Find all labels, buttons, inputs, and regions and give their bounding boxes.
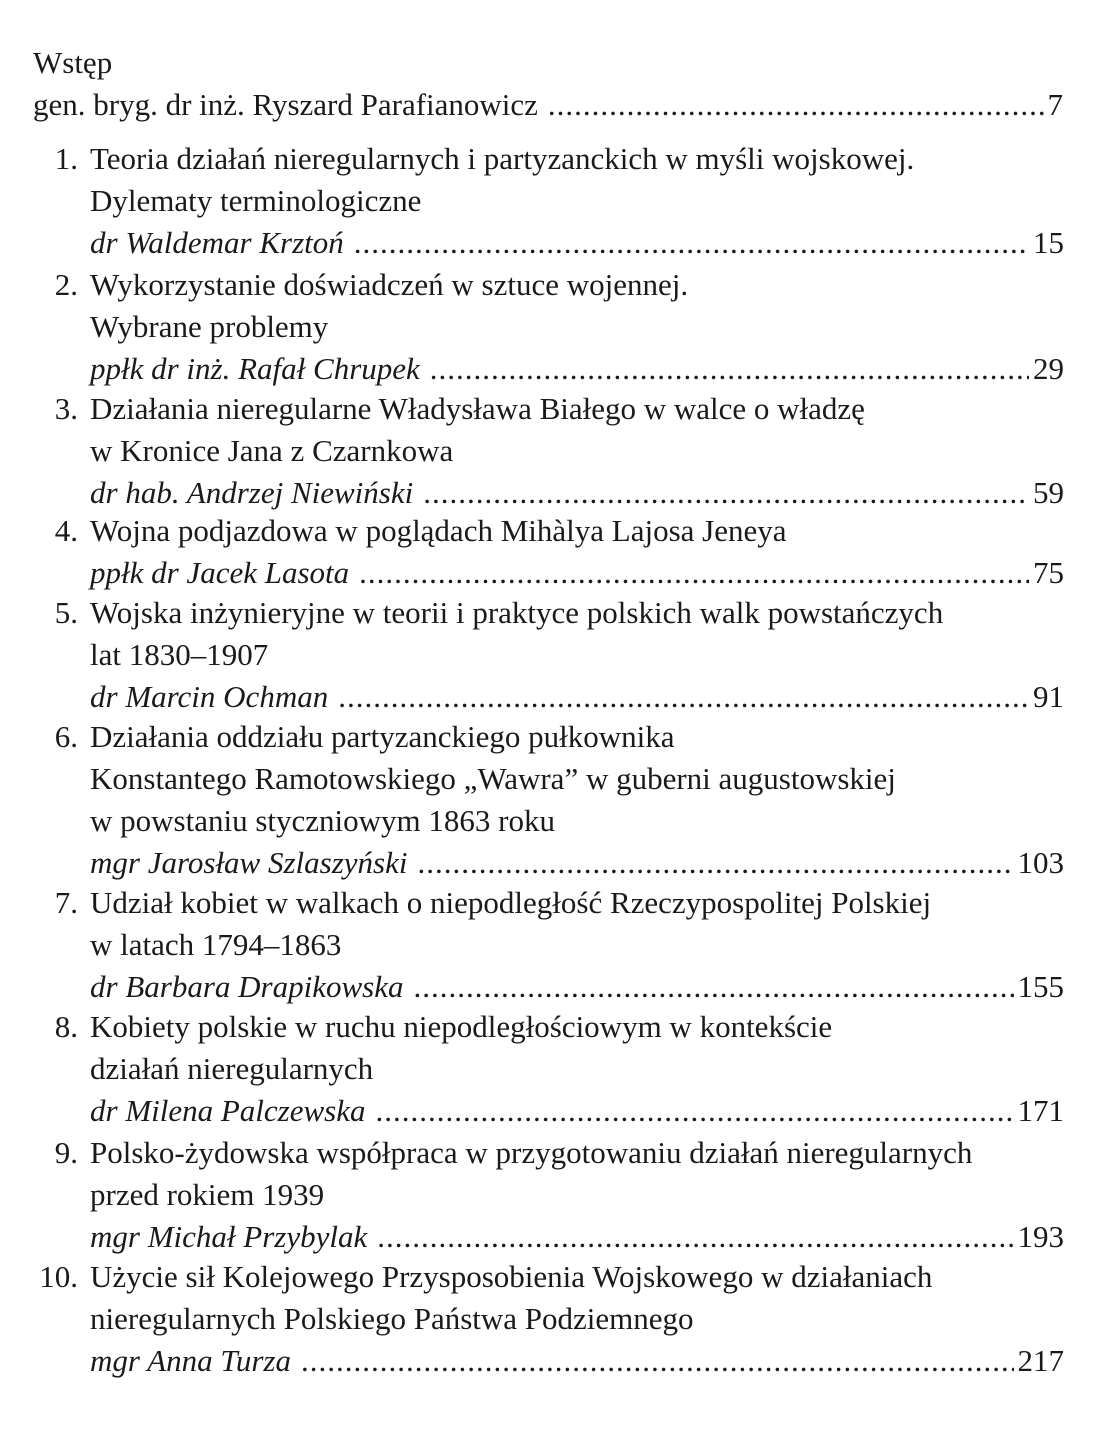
toc-entry (0, 882, 1064, 1008)
page-number: 29 (1033, 351, 1064, 386)
entry-author: mgr Michał Przybylak (90, 1219, 368, 1254)
page-number: 59 (1033, 475, 1064, 510)
entry-title-line: działań nieregularnych (90, 1051, 374, 1086)
page-number: 155 (1017, 969, 1064, 1004)
entry-author: dr hab. Andrzej Niewiński (90, 475, 414, 510)
entry-title-line: Kobiety polskie w ruchu niepodległościowym w kontekście (90, 1009, 833, 1044)
entry-number: 2. (54, 267, 78, 302)
toc-entry (0, 592, 1064, 718)
entry-author: dr Barbara Drapikowska (90, 969, 404, 1004)
leader-dots (413, 966, 1013, 1008)
entry-title-line: Wojska inżynieryjne w teorii i praktyce polskich walk powstańczych (90, 595, 944, 630)
entry-title-line: lat 1830–1907 (90, 637, 269, 672)
page-number: 217 (1017, 1343, 1064, 1378)
entry-author: dr Milena Palczewska (90, 1093, 366, 1128)
page-number: 171 (1017, 1093, 1064, 1128)
entry-title-line: Konstantego Ramotowskiego „Wawra” w guberni augustowskiej (90, 761, 896, 796)
leader-dots (301, 1340, 1014, 1382)
leader-dots (377, 1216, 1013, 1258)
entry-number: 10. (39, 1259, 78, 1294)
entry-title-line: Wojna podjazdowa w poglądach Mihàlya Lajosa Jeneya (90, 513, 787, 548)
entry-author: dr Marcin Ochman (90, 679, 329, 714)
toc-entry (0, 1256, 1064, 1382)
toc-entry (0, 388, 1064, 514)
leader-dots (359, 552, 1029, 594)
entry-title-line: Użycie sił Kolejowego Przysposobienia Wojskowego w działaniach (90, 1259, 933, 1294)
entry-title-line: Działania nieregularne Władysława Białego w walce o władzę (90, 391, 865, 426)
entry-author: ppłk dr inż. Rafał Chrupek (90, 351, 420, 386)
entry-title-line: w powstaniu styczniowym 1863 roku (90, 803, 555, 838)
leader-dots (430, 348, 1029, 390)
entry-title-line: Teoria działań nieregularnych i partyzanckich w myśli wojskowej. (90, 141, 915, 176)
entry-title-line: Udział kobiet w walkach o niepodległość Rzeczypospolitej Polskiej (90, 885, 932, 920)
toc-entry (0, 510, 1064, 594)
entry-number: 7. (54, 885, 78, 920)
entry-number: 8. (54, 1009, 78, 1044)
leader-dots (423, 472, 1029, 514)
entry-author: mgr Anna Turza (90, 1343, 291, 1378)
entry-number: 4. (54, 513, 78, 548)
entry-number: 5. (54, 595, 78, 630)
toc-entry (0, 138, 1064, 264)
entry-title-line: Wybrane problemy (90, 309, 329, 344)
leader-dots (417, 842, 1013, 884)
intro-author: gen. bryg. dr inż. Ryszard Parafianowicz (33, 87, 538, 122)
page-number: 15 (1033, 225, 1064, 260)
entry-author: mgr Jarosław Szlaszyński (90, 845, 408, 880)
entry-title-line: nieregularnych Polskiego Państwa Podziemnego (90, 1301, 694, 1336)
entry-author: dr Waldemar Krztoń (90, 225, 344, 260)
entry-number: 3. (54, 391, 78, 426)
toc-entry (0, 716, 1064, 884)
toc-entry (0, 264, 1064, 390)
entry-title-line: Dylematy terminologiczne (90, 183, 422, 218)
page-number: 91 (1033, 679, 1064, 714)
intro-entry (33, 42, 1063, 126)
leader-dots (354, 222, 1029, 264)
entry-title-line: Wykorzystanie doświadczeń w sztuce wojennej. (90, 267, 689, 302)
entry-author: ppłk dr Jacek Lasota (90, 555, 350, 590)
entry-title-line: w Kronice Jana z Czarnkowa (90, 433, 454, 468)
entry-title-line: Polsko-żydowska współpraca w przygotowaniu działań nieregularnych (90, 1135, 973, 1170)
entry-number: 1. (54, 141, 78, 176)
toc-entry (0, 1132, 1064, 1258)
entry-title-line: przed rokiem 1939 (90, 1177, 325, 1212)
intro-heading: Wstęp (33, 45, 113, 80)
page-number: 75 (1033, 555, 1064, 590)
leader-dots (548, 84, 1044, 126)
toc-entry (0, 1006, 1064, 1132)
entry-number: 9. (54, 1135, 78, 1170)
entry-title-line: w latach 1794–1863 (90, 927, 342, 962)
page-number: 7 (1047, 87, 1063, 122)
entry-title-line: Działania oddziału partyzanckiego pułkownika (90, 719, 675, 754)
page-number: 193 (1017, 1219, 1064, 1254)
leader-dots (338, 676, 1029, 718)
page-number: 103 (1017, 845, 1064, 880)
entry-number: 6. (54, 719, 78, 754)
leader-dots (376, 1090, 1014, 1132)
